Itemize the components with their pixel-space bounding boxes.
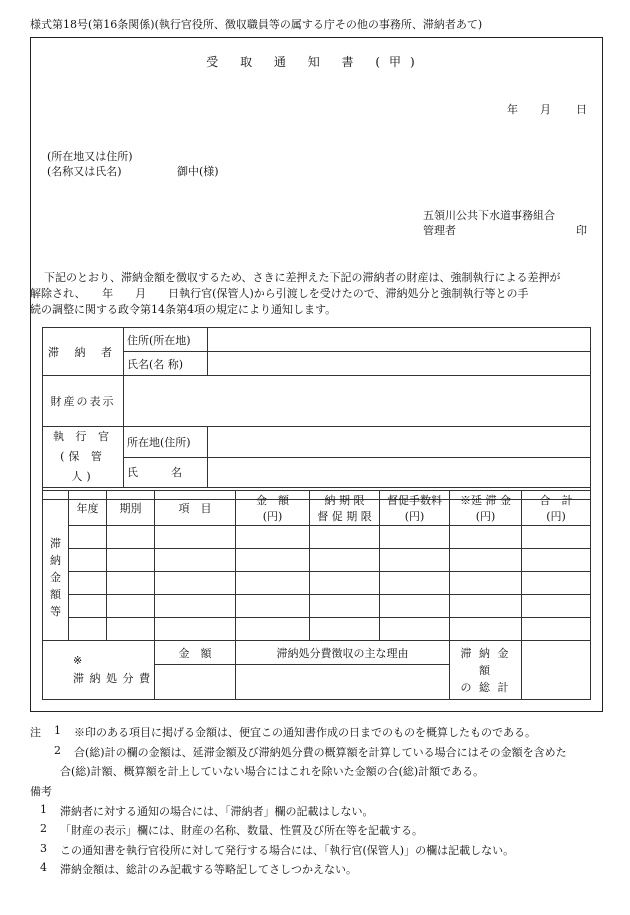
addressee-honorific: 御中(様) [177, 165, 219, 178]
cell[interactable] [522, 572, 591, 595]
parties-table [42, 327, 591, 500]
grand-total-field[interactable] [522, 641, 591, 700]
cell[interactable] [69, 526, 107, 549]
remark-num: 4 [40, 861, 47, 874]
note-num: 1 [54, 724, 61, 737]
cell[interactable] [155, 549, 236, 572]
cell[interactable] [380, 572, 450, 595]
body-line: 下記のとおり、滞納金額を徴収するため、さきに差押えた下記の滞納者の財産は、強制執行による差押が [44, 271, 561, 284]
note-num: 2 [54, 744, 61, 757]
date-year: 年 [507, 103, 518, 116]
amounts-table [42, 490, 591, 700]
notes-label: 注 [30, 726, 41, 739]
body-paragraph [30, 270, 600, 318]
cell[interactable] [522, 526, 591, 549]
cell[interactable] [107, 549, 155, 572]
header-line: 様式第18号(第16条関係)(執行官役所、徴収職員等の属する庁その他の事務所、滞納者あて) [30, 18, 483, 31]
header-amount: 金 額 (円) [236, 491, 310, 526]
cell[interactable] [107, 618, 155, 641]
page-title: 受 取 通 知 書 (甲) [206, 55, 424, 69]
date-month: 月 [540, 103, 551, 116]
header-dunning-fee: 督促手数料 (円) [380, 491, 450, 526]
header-year: 年度 [69, 491, 107, 526]
cell[interactable] [155, 618, 236, 641]
cell[interactable] [107, 595, 155, 618]
remark-text: 「財産の表示」欄には、財産の名称、数量、性質及び所在等を記載する。 [60, 824, 423, 837]
cell[interactable] [236, 595, 310, 618]
grand-total-label: 滞 納 金 額 の 総 計 [450, 641, 522, 700]
addressee-location: (所在地又は住所) [47, 150, 133, 163]
fee-label: ※ 滞 納 処 分 費 [43, 641, 155, 700]
fee-amount-label: 金 額 [155, 641, 236, 665]
table-row [43, 595, 591, 618]
fee-amount-field[interactable] [155, 665, 236, 700]
bailiff-name-field[interactable] [208, 457, 591, 488]
bailiff-address-field[interactable] [208, 427, 591, 458]
table-row [43, 618, 591, 641]
cell[interactable] [450, 549, 522, 572]
cell[interactable] [450, 618, 522, 641]
issuer-seal: 印 [576, 224, 587, 237]
cell[interactable] [69, 595, 107, 618]
remark-num: 1 [40, 803, 47, 816]
cell[interactable] [155, 572, 236, 595]
cell[interactable] [69, 618, 107, 641]
remark-num: 2 [40, 822, 47, 835]
fee-reason-label: 滞納処分費徴収の主な理由 [236, 641, 450, 665]
cell[interactable] [69, 572, 107, 595]
taxpayer-address-field[interactable] [208, 328, 591, 352]
cell[interactable] [155, 526, 236, 549]
header-item: 項 目 [155, 491, 236, 526]
taxpayer-label: 滞 納 者 [43, 328, 124, 376]
property-label: 財産の表示 [43, 376, 124, 427]
cell[interactable] [380, 618, 450, 641]
header-late-charge: ※延 滞 金 (円) [450, 491, 522, 526]
issuer-org: 五領川公共下水道事務組合 [423, 209, 555, 222]
remark-text: 滞納者に対する通知の場合には、「滞納者」欄の記載はしない。 [60, 805, 374, 818]
cell[interactable] [522, 595, 591, 618]
cell[interactable] [310, 618, 380, 641]
cell[interactable] [107, 572, 155, 595]
cell[interactable] [236, 618, 310, 641]
amounts-side-label: 滞 納 金 額 等 [43, 491, 69, 641]
cell[interactable] [450, 595, 522, 618]
cell[interactable] [522, 549, 591, 572]
cell[interactable] [236, 549, 310, 572]
bailiff-name-label: 氏 名 [124, 457, 208, 488]
remark-text: 滞納金額は、総計のみ記載する等略記してさしつかえない。 [60, 863, 357, 876]
note-text: ※印のある項目に掲げる金額は、便宜この通知書作成の日までのものを概算したものである。 [74, 726, 536, 739]
addressee-name: (名称又は氏名) [47, 165, 122, 178]
taxpayer-name-label: 氏名(名 称) [124, 352, 208, 376]
note-text: 合(総)計の欄の金額は、延滞金額及び滞納処分費の概算額を計算している場合にはその金額を含めた [74, 746, 567, 759]
cell[interactable] [155, 595, 236, 618]
property-field[interactable] [124, 376, 591, 427]
cell[interactable] [380, 595, 450, 618]
bailiff-label: 執 行 官 (保 管 人) [43, 427, 124, 488]
cell[interactable] [310, 572, 380, 595]
table-row [43, 549, 591, 572]
cell[interactable] [69, 549, 107, 572]
cell[interactable] [522, 618, 591, 641]
remarks-label: 備考 [30, 785, 52, 798]
remark-text: この通知書を執行官役所に対して発行する場合には、「執行官(保管人)」の欄は記載しない。 [60, 844, 515, 857]
note-text-cont: 合(総)計額、概算額を計上していない場合にはこれを除いた金額の合(総)計額である。 [60, 765, 485, 778]
cell[interactable] [310, 526, 380, 549]
cell[interactable] [450, 572, 522, 595]
cell[interactable] [310, 595, 380, 618]
cell[interactable] [380, 549, 450, 572]
header-total: 合 計 (円) [522, 491, 591, 526]
body-line: 解除され、 年 月 日執行官(保管人)から引渡しを受けたので、滞納処分と強制執行等との手 [30, 287, 529, 300]
remark-num: 3 [40, 842, 47, 855]
bailiff-address-label: 所在地(住所) [124, 427, 208, 458]
cell[interactable] [450, 526, 522, 549]
date-day: 日 [576, 103, 587, 116]
taxpayer-address-label: 住所(所在地) [124, 328, 208, 352]
cell[interactable] [310, 549, 380, 572]
table-row [43, 526, 591, 549]
cell[interactable] [107, 526, 155, 549]
fee-reason-field[interactable] [236, 665, 450, 700]
issuer-role: 管理者 [423, 224, 456, 237]
header-period: 期別 [107, 491, 155, 526]
body-line: 続の調整に関する政令第14条第4項の規定により通知します。 [30, 303, 337, 316]
table-row [43, 572, 591, 595]
cell[interactable] [236, 572, 310, 595]
taxpayer-name-field[interactable] [208, 352, 591, 376]
cell[interactable] [380, 526, 450, 549]
header-due-date: 納 期 限 督 促 期 限 [310, 491, 380, 526]
cell[interactable] [236, 526, 310, 549]
